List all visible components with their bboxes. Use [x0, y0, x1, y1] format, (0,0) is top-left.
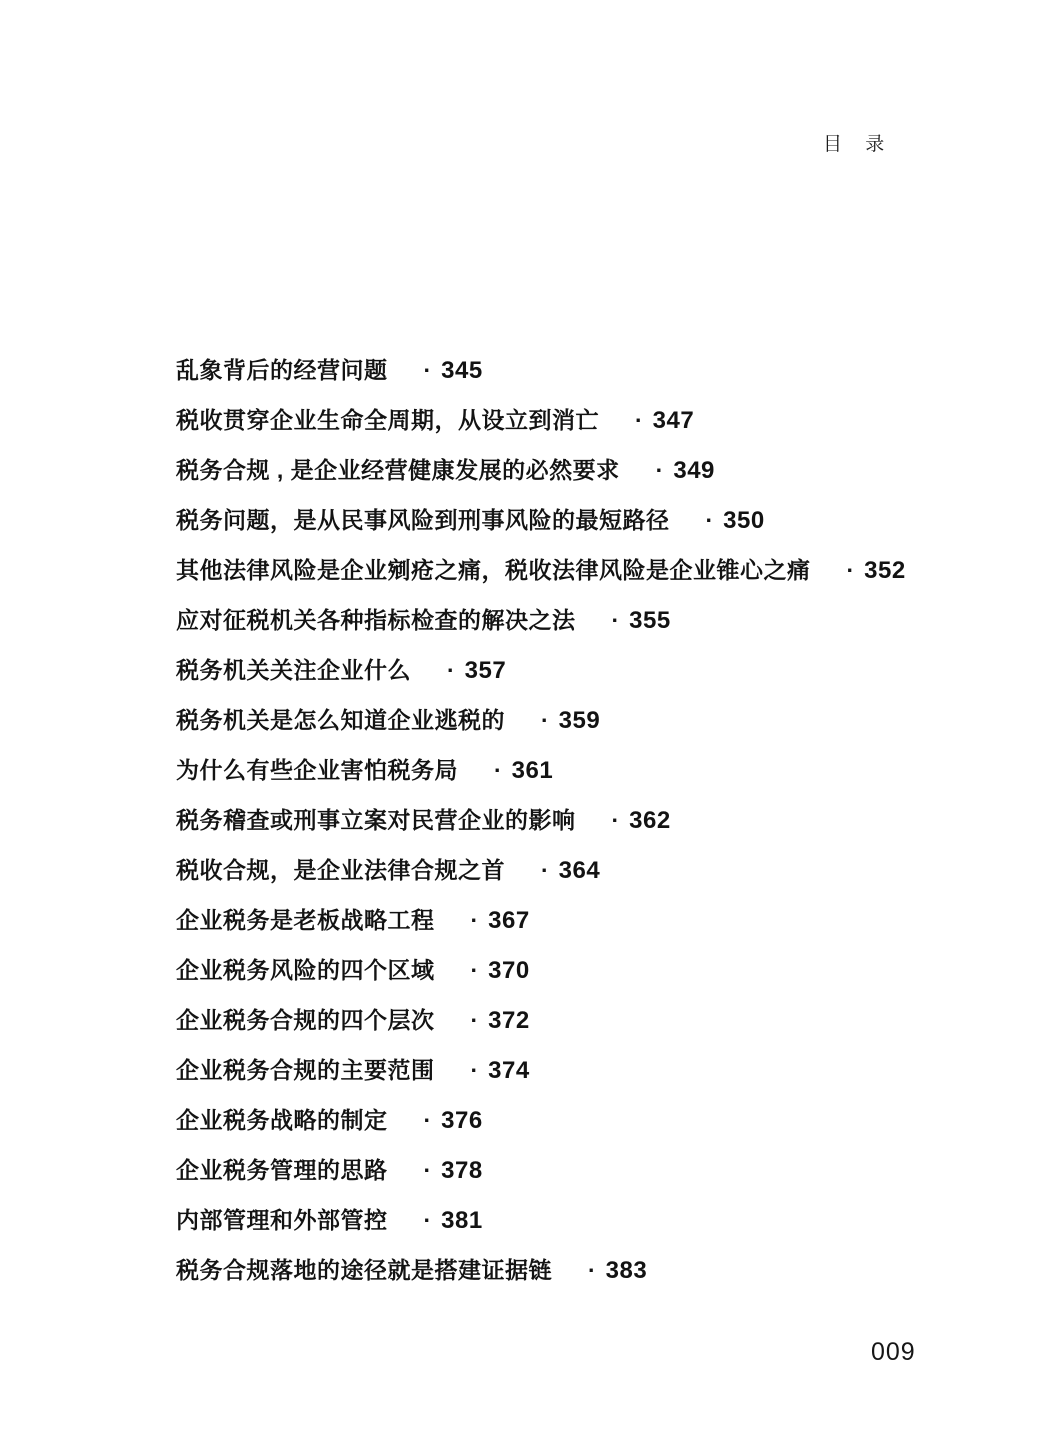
toc-entry-title: 税收合规，是企业法律合规之首	[176, 857, 505, 883]
toc-entry-separator: ·	[470, 1007, 479, 1033]
toc-entry-title: 税务合规落地的途径就是搭建证据链	[176, 1257, 552, 1283]
toc-entry-page-number: 357	[464, 657, 507, 684]
toc-entry-separator: ·	[423, 357, 432, 383]
toc-entry-page-number: 376	[441, 1107, 483, 1134]
toc-entry-separator: ·	[611, 807, 620, 833]
toc-entry-title: 其他法律风险是企业剜疮之痛，税收法律风险是企业锥心之痛	[176, 557, 811, 583]
toc-entry	[176, 857, 966, 907]
toc-entry	[176, 507, 966, 557]
toc-entry-title: 为什么有些企业害怕税务局	[176, 757, 458, 783]
toc-entry	[176, 1007, 966, 1057]
toc-entry	[176, 907, 966, 957]
toc-entry-title: 税务机关是怎么知道企业逃税的	[176, 707, 505, 733]
toc-entry-separator: ·	[470, 907, 479, 933]
toc-entry-separator: ·	[423, 1207, 432, 1233]
toc-entry-title: 企业税务风险的四个区域	[176, 957, 435, 983]
toc-entry-page-number: 355	[629, 607, 671, 634]
toc-list	[176, 357, 966, 1307]
toc-entry-page-number: 367	[488, 907, 530, 934]
toc-entry-separator: ·	[655, 457, 664, 483]
toc-entry-page-number: 372	[488, 1007, 530, 1034]
toc-entry-title: 企业税务战略的制定	[176, 1107, 388, 1133]
toc-entry-separator: ·	[846, 557, 855, 583]
toc-entry	[176, 707, 966, 757]
toc-entry-page-number: 349	[673, 457, 715, 484]
toc-entry-separator: ·	[588, 1257, 596, 1283]
toc-entry	[176, 757, 966, 807]
toc-entry-separator: ·	[611, 607, 620, 633]
toc-entry-page-number: 345	[441, 357, 483, 384]
toc-entry-separator: ·	[447, 657, 455, 683]
toc-entry-separator: ·	[470, 1057, 479, 1083]
toc-entry-page-number: 361	[511, 757, 554, 784]
toc-entry-page-number: 350	[723, 507, 765, 534]
toc-entry-page-number: 364	[558, 857, 601, 884]
toc-entry-title: 应对征税机关各种指标检查的解决之法	[176, 607, 576, 633]
toc-entry	[176, 407, 966, 457]
page-number: 009	[871, 1338, 916, 1366]
toc-entry	[176, 1157, 966, 1207]
toc-entry-page-number: 378	[441, 1157, 483, 1184]
toc-entry-separator: ·	[470, 957, 479, 983]
toc-entry-separator: ·	[705, 507, 714, 533]
toc-entry	[176, 557, 966, 607]
toc-entry-title: 税务问题，是从民事风险到刑事风险的最短路径	[176, 507, 670, 533]
toc-entry	[176, 1207, 966, 1257]
toc-entry-separator: ·	[541, 857, 549, 883]
toc-entry-title: 企业税务管理的思路	[176, 1157, 388, 1183]
toc-entry-title: 税务合规 , 是企业经营健康发展的必然要求	[176, 457, 620, 483]
toc-entry-title: 企业税务合规的四个层次	[176, 1007, 435, 1033]
toc-entry-page-number: 383	[605, 1257, 648, 1284]
toc-entry-page-number: 347	[652, 407, 695, 434]
toc-entry-page-number: 352	[864, 557, 906, 584]
toc-entry	[176, 607, 966, 657]
toc-entry-page-number: 381	[441, 1207, 483, 1234]
toc-entry-title: 税务稽查或刑事立案对民营企业的影响	[176, 807, 576, 833]
toc-entry-title: 企业税务是老板战略工程	[176, 907, 435, 933]
toc-entry-title: 企业税务合规的主要范围	[176, 1057, 435, 1083]
toc-entry	[176, 457, 966, 507]
toc-entry	[176, 807, 966, 857]
toc-entry	[176, 357, 966, 407]
toc-entry	[176, 1257, 966, 1307]
toc-entry-title: 乱象背后的经营问题	[176, 357, 388, 383]
toc-entry-page-number: 359	[558, 707, 601, 734]
toc-entry-page-number: 362	[629, 807, 671, 834]
toc-entry-title: 税收贯穿企业生命全周期，从设立到消亡	[176, 407, 599, 433]
toc-entry-separator: ·	[423, 1157, 432, 1183]
toc-entry-separator: ·	[541, 707, 549, 733]
toc-entry-page-number: 370	[488, 957, 530, 984]
page-header-title: 目 录	[823, 134, 894, 155]
toc-entry-title: 内部管理和外部管控	[176, 1207, 388, 1233]
toc-entry-page-number: 374	[488, 1057, 530, 1084]
toc-entry-separator: ·	[423, 1107, 432, 1133]
toc-entry	[176, 957, 966, 1007]
toc-entry	[176, 657, 966, 707]
toc-entry-separator: ·	[494, 757, 502, 783]
toc-entry	[176, 1107, 966, 1157]
toc-entry	[176, 1057, 966, 1107]
toc-entry-separator: ·	[635, 407, 643, 433]
toc-entry-title: 税务机关关注企业什么	[176, 657, 411, 683]
